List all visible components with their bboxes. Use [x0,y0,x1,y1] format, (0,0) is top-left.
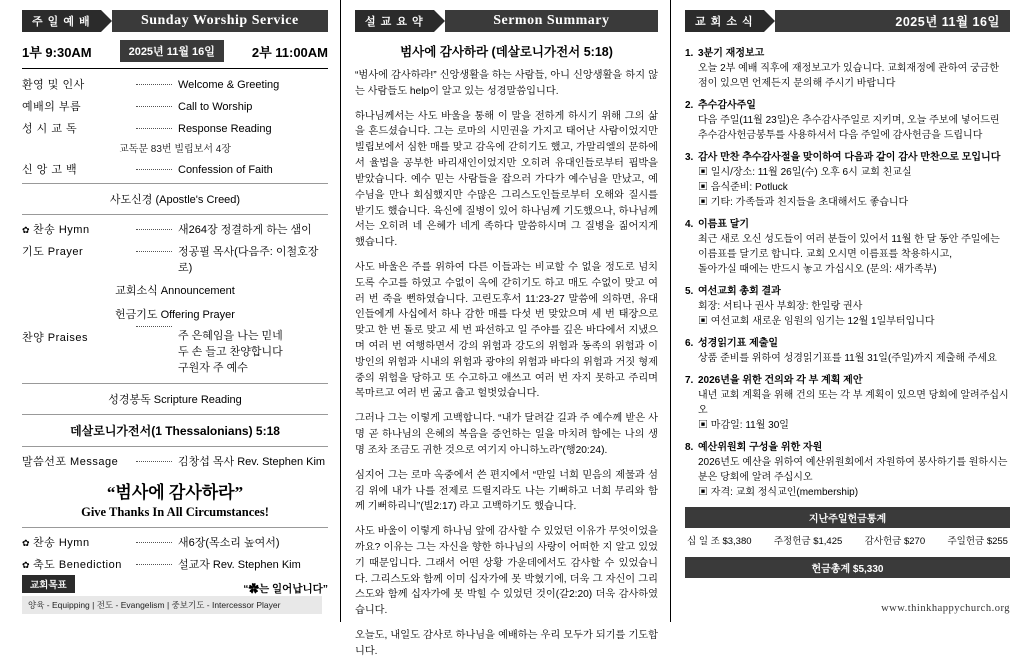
offering-prayer-line: 헌금기도 Offering Prayer [115,309,235,321]
hymn-value: 새264장 정결하게 하는 샘이 [178,224,312,236]
order-item [22,95,328,117]
flower-icon: ✿ [22,537,31,548]
church-goal-text: 양육 - Equipping | 전도 - Evangelism | 중보기도 - Intercessor Player [22,596,322,614]
church-goal-footer [22,575,322,614]
church-goal-tag: 교회목표 [22,575,75,593]
order-item-en: Welcome & Greeting [178,79,280,91]
offering-label: 주일헌금 [947,536,985,547]
order-item-kr: 환영 및 인사 [22,79,85,91]
announcement-detail: ▣ 일시/장소: 11월 26일(수) 오후 6시 교회 친교실 [698,167,912,178]
announcement-line: 교회소식 Announcement [115,285,235,297]
dot-leader [136,542,172,543]
offering-value: $255 [986,536,1008,547]
announcement-number: 3. [685,152,694,163]
announcement-head [685,373,1010,388]
announcement-title: 예산위원회 구성을 위한 자원 [698,442,823,453]
announcement-detail: ▣ 음식준비: Potluck [698,182,788,193]
scripture-reference: 데살로니가전서(1 Thessalonians) 5:18 [70,423,280,438]
sermon-title-en: Give Thanks In All Circumstances! [81,504,269,519]
divider [22,68,328,69]
announcement-head [685,150,1010,165]
announcement-head [685,98,1010,113]
announcement-body: 돌아가실 때에는 반드시 놓고 가십시오 (문의: 새가족부) [698,264,937,275]
order-item [22,117,328,139]
worship-banner [22,10,328,32]
praise-songs [178,329,328,377]
order-item-kr: 신 앙 고 백 [22,164,78,176]
dot-leader [136,251,172,252]
praise-song: 주 은혜임을 나는 믿네 [178,330,283,342]
message-preacher: 김창섭 목사 Rev. Stephen Kim [178,455,326,468]
benediction-label [22,556,130,572]
dot-leader [136,326,172,327]
announcement-body: 상품 준비를 위하여 성경읽기표를 11월 31일(주일)까지 제출해 주세요 [698,353,997,364]
service-date-badge: 2025년 11월 16일 [120,40,224,62]
offering-label: 십 일 조 [687,536,720,547]
announcement-item [685,336,1010,366]
announcement-item [685,440,1010,500]
service-times-row [22,40,328,62]
order-item-en: Confession of Faith [178,164,273,176]
sermon-paragraph: 사도 바울이 이렇게 하나님 앞에 감사할 수 있었던 이유가 무엇이었을까요? 이유는 그는 자신을 향한 하나님의 사랑이 어떠한 지 알고 있었기 때문입니다. 그래서 어떤 상황 가운데에서도 감사할 수 있었습니다. 그리스도와 함께 이미 십자가에 못 박혔기에, 더욱 그 자신이 그리스도와 함께 십자가에 못 박힐 수 있었던 것이(갈2:20) 더욱 감사하였습니다. [355,526,658,617]
sermon-paragraph: 심지어 그는 로마 옥중에서 쓴 편지에서 “만일 너희 믿음의 제물과 섬김 위에 내가 나를 전제로 드릴지라도 나는 기뻐하고 너희 무리와 함께 기뻐하리니”(빌2:17) 라고 고백하기도 했습니다. [355,469,658,513]
announcement-detail: ▣ 마감일: 11월 30일 [698,420,789,431]
praise-label: 찬양 Praises [22,332,88,344]
sermon-paragraph: 사도 바울은 주를 위하여 다른 이들과는 비교할 수 없을 정도로 넘치도록 수고를 하였고 수없이 옥에 갇히기도 하고 매도 수없이 맞고 여러 번 죽을 뻔하였습니다. 고린도후서 11:23-27 말씀에 의하면, 유대인들에게 사십에서 하나 감한 매를 다섯 번 맞았으며 세 번 태장으로 맞고 한 번 돌로 맞고 세 번 파선하고 일 주야를 깊은 바다에서 지냈으며 여러 번 여행하면서 강의 위험과 강도의 위험과 동족의 위험과 이방인의 위험과 시내의 위험과 광야의 위험과 바다의 위험과 거짓 형제 중의 위험을 당하고 또 수고하고 애쓰고 여러 번 자지 못하고 주리며 목마르고 여러 번 굶고 춥고 헐벗었습니다. [355,261,658,400]
announcement-number: 2. [685,100,694,111]
sermon-paragraph: 하나님께서는 사도 바울을 통해 이 말을 전하게 하시기 위해 그의 삶을 흔드셨습니다. 그는 로마의 시민권을 가지고 태어난 사람이었지만 빌립보에서 심한 매를 맞고 감옥에 갇히기도 했고, 가말리엘의 문하에서 율법을 공부한 바리새인이었지만 오히려 유대인들로부터 핍박을 받았습니다. 예수 믿는 사람들을 잡으러 가다가 예수님을 만났고, 예수님을 만나 회심했지만 수많은 그리스도인들로부터 오해와 질시를 받기도 했습니다. 육신에 질병이 있어 하나님께 기도했으나, 하나님께서는 오히려 네 은혜가 네게 족하다 말씀하시며 그 질병을 짊어지게 했습니다. [355,110,658,249]
announcement-body: 내년 교회 계획을 위해 건의 또는 각 부 계획이 있으면 당회에 알려주십시오 [698,390,1009,416]
announcements-column [670,0,1024,622]
apostles-creed: 사도신경 (Apostle's Creed) [109,194,241,206]
announcement-head [685,284,1010,299]
sermon-summary-title: 범사에 감사하라 (데살로니가전서 5:18) [400,45,613,59]
order-item-kr: 예배의 부름 [22,101,82,113]
dot-leader [136,106,172,107]
divider [22,446,328,447]
announcement-body: 최근 새로 오신 성도들이 여러 분들이 있어서 11월 한 달 동안 주일에는 이름표를 달기로 합니다. 교회 오시면 이름표를 착용하시고, [698,234,1000,260]
second-service-time: 2부 11:00AM [251,44,328,60]
announcements-date: 2025년 11월 16일 [775,10,1010,32]
prayer-label: 기도 Prayer [22,246,84,258]
announcement-title: 추수감사주일 [698,100,756,111]
order-item-hymn-2 [22,531,328,553]
dot-leader [136,229,172,230]
order-item [22,73,328,95]
sermon-title-kr: “범사에 감사하라” [106,482,244,502]
announcement-title: 3분기 재정보고 [698,48,765,59]
scripture-reading-label: 성경봉독 Scripture Reading [108,393,242,406]
message-label: 말씀선포 Message [22,455,119,468]
hymn-label-text: 찬송 Hymn [33,224,90,236]
announcement-title: 이름표 달기 [698,219,750,230]
dot-leader [136,84,172,85]
offering-value: $3,380 [722,536,752,547]
divider [22,214,328,215]
banner-arrow-icon [764,10,775,32]
announcement-item [685,373,1010,433]
dot-leader [136,564,172,565]
order-item-prayer [22,240,328,278]
hymn-label [22,221,130,237]
announcement-title: 여선교회 총회 결과 [698,286,781,297]
worship-banner-tag: 주 일 예 배 [22,10,101,32]
announcement-number: 7. [685,375,694,386]
sermon-paragraph: 오늘도, 내일도 감사로 하나님을 예배하는 우리 모두가 되기를 기도합니다. [355,630,658,657]
announcement-detail: 회장: 서티나 권사 부회장: 한일랑 권사 [698,301,863,312]
order-item-benediction [22,553,328,575]
offering-entry [687,533,752,547]
announcement-head [685,336,1010,351]
divider [22,527,328,528]
offering-entry [947,533,1008,547]
benediction-value: 설교자 Rev. Stephen Kim [178,558,301,571]
offering-value: $1,425 [813,536,843,547]
announcement-body: 2026년도 예산을 위하여 예산위원회에서 자원하여 봉사하기를 원하시는 분은 당회에 알려 주십시오 [698,457,1008,483]
announcement-head [685,46,1010,61]
order-item [22,158,328,180]
standing-note: “✿는 일어납니다” [243,582,328,595]
announcement-body: 오늘 2부 예배 직후에 재정보고가 있습니다. 교회재정에 관하여 궁금한 점이 있으면 언제든지 문의해 주시기 바랍니다 [698,63,1000,89]
hymn-label-2 [22,534,130,550]
announcement-detail: ▣ 기타: 가족들과 친지들을 초대해서도 좋습니다 [698,197,909,208]
offering-label: 주정헌금 [773,536,811,547]
offering-label: 감사헌금 [864,536,902,547]
dot-leader [136,128,172,129]
offering-stats-strip: 지난주일헌금통계 [685,507,1010,528]
response-reading-detail: 교독문 83번 빌립보서 4장 [119,144,231,155]
announcement-item [685,284,1010,329]
announcement-head [685,217,1010,232]
announcement-number: 8. [685,442,694,453]
sermon-banner [355,10,658,32]
message-row [22,450,328,472]
announcement-item [685,98,1010,143]
offering-total-strip: 헌금총계 $5,330 [685,557,1010,578]
order-item-en: Call to Worship [178,101,253,113]
praise-song: 구원자 주 예수 [178,361,248,374]
offering-entry [774,533,842,547]
flower-icon: ✿ [22,559,31,570]
hymn-value-2: 새6장(목소리 높여서) [178,536,280,549]
announcement-number: 4. [685,219,694,230]
sermon-summary-column [340,0,670,657]
order-item-en: Response Reading [178,123,272,135]
sermon-paragraph: 그러나 그는 이렇게 고백합니다. “내가 달려갈 길과 주 예수께 받은 사명 곧 하나님의 은혜의 복음을 증언하는 일을 마치려 함에는 나의 생명 조차 조금도 귀한 것으로 여기지 아니하노라”(행20:24). [355,413,658,456]
announcement-item [685,217,1010,277]
announcement-head [685,440,1010,455]
sermon-banner-tag: 설 교 요 약 [355,10,434,32]
divider [22,414,328,415]
order-item-kr: 성 시 교 독 [22,123,78,135]
banner-arrow-icon [434,10,445,32]
worship-order-column [0,0,340,622]
announcement-item [685,46,1010,91]
announcements-banner [685,10,1010,32]
announcement-detail: ▣ 여선교회 새로운 임원의 임기는 12월 1일부터입니다 [698,316,935,327]
flower-icon: ✿ [22,225,31,235]
offering-stats-row [685,533,1010,551]
offering-entry [865,533,926,547]
announcement-body: 다음 주일(11월 23일)은 추수감사주일로 지키며, 오늘 주보에 넣어드린 추수감사헌금봉투를 사용하셔서 다음 주일에 감사헌금을 드립니다 [698,115,1000,141]
divider [22,383,328,384]
announcement-item [685,150,1010,210]
dot-leader [136,169,172,170]
divider [22,183,328,184]
dot-leader [136,461,172,462]
banner-arrow-icon [101,10,112,32]
first-service-time: 1부 9:30AM [22,44,92,60]
sermon-banner-title: Sermon Summary [445,10,658,32]
church-website: www.thinkhappychurch.org [881,603,1010,614]
sermon-summary-body [355,68,658,660]
prayer-value: 정공필 목사(다음주: 이철호장로) [178,246,319,274]
worship-banner-title: Sunday Worship Service [112,10,328,32]
sermon-paragraph: “범사에 감사하라!” 신앙생활을 하는 사람들, 아니 신앙생활을 하지 않는 사람들도 help이 알고 있는 성경말씀입니다. [355,70,658,97]
announcement-title: 감사 만찬 추수감사절을 맞이하여 다음과 같이 감사 만찬으로 모입니다 [698,152,1001,163]
announcement-number: 6. [685,338,694,349]
praise-row [22,326,328,380]
offering-value: $270 [903,536,926,547]
announcement-number: 5. [685,286,694,297]
announcements-banner-tag: 교 회 소 식 [685,10,764,32]
announcement-title: 성경읽기표 제출일 [698,338,779,349]
order-item-hymn [22,218,328,240]
benediction-label-text: 축도 Benediction [33,558,122,571]
announcement-title: 2026년을 위한 건의와 각 부 계획 제안 [698,375,863,386]
announcement-detail: ▣ 자격: 교회 정식교인(membership) [698,487,859,498]
announcement-number: 1. [685,48,694,59]
hymn-label-2-text: 찬송 Hymn [33,536,90,549]
praise-song: 두 손 들고 찬양합니다 [178,345,283,358]
